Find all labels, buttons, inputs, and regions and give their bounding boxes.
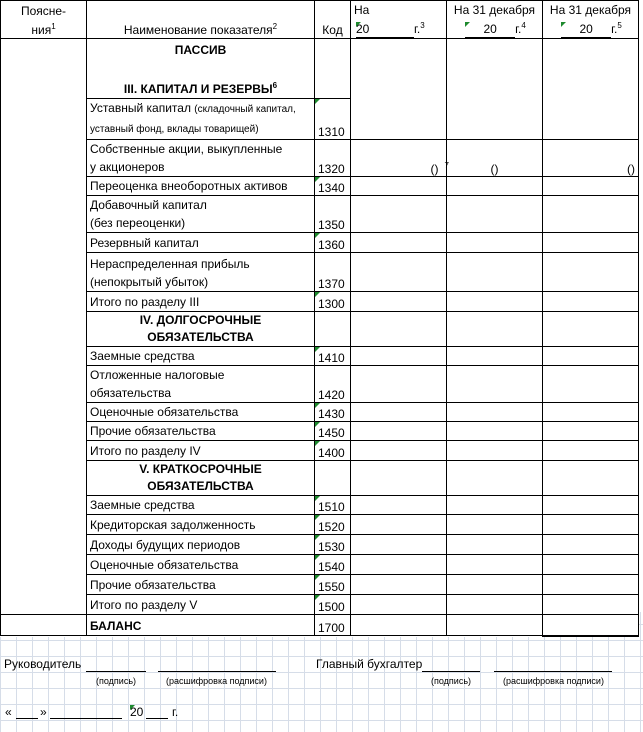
row-code: 1700 bbox=[315, 615, 351, 636]
year-line[interactable] bbox=[146, 718, 168, 719]
value-cell[interactable] bbox=[351, 39, 447, 140]
year-suffix: г. bbox=[414, 22, 421, 36]
row-code: 1400 bbox=[315, 441, 351, 461]
row-code: 1500 bbox=[315, 595, 351, 615]
value-cell[interactable] bbox=[543, 253, 639, 292]
row-label: Добавочный капитал bbox=[90, 198, 207, 212]
accountant-signature-line[interactable] bbox=[422, 671, 480, 672]
code-cell bbox=[315, 312, 351, 347]
value-cell[interactable] bbox=[543, 575, 639, 595]
table-row bbox=[1, 253, 639, 292]
year-label: 20 bbox=[579, 22, 593, 36]
value-cell[interactable] bbox=[543, 515, 639, 535]
value-cell[interactable] bbox=[543, 292, 639, 312]
row-label: (непокрытый убыток) bbox=[90, 275, 209, 289]
table-row bbox=[1, 535, 639, 555]
value-cell[interactable] bbox=[447, 253, 543, 292]
row-label: уставный фонд, вклады товарищей) bbox=[90, 124, 259, 135]
value-cell[interactable] bbox=[543, 347, 639, 366]
row-name: Оценочные обязательства bbox=[87, 403, 315, 422]
row-name: Итого по разделу IV bbox=[87, 441, 315, 461]
value-cell[interactable] bbox=[447, 422, 543, 441]
row-code: 1550 bbox=[315, 575, 351, 595]
value-cell[interactable] bbox=[543, 366, 639, 403]
row-name: Оценочные обязательства bbox=[87, 555, 315, 575]
table-row bbox=[1, 403, 639, 422]
value-cell[interactable] bbox=[351, 292, 447, 312]
header-explanations-label: Поясне- ния bbox=[20, 4, 67, 37]
value-cell[interactable] bbox=[351, 253, 447, 292]
value-cell[interactable] bbox=[543, 496, 639, 515]
row-name: Итого по разделу V bbox=[87, 595, 315, 615]
table-row bbox=[1, 366, 639, 403]
decode-caption: (расшифровка подписи) bbox=[166, 676, 267, 686]
section-row bbox=[1, 461, 639, 496]
value-cell[interactable] bbox=[543, 403, 639, 422]
footnote-mark: 7 bbox=[444, 161, 449, 170]
quote-close: » bbox=[40, 705, 47, 719]
year-suffix: г. bbox=[611, 22, 618, 36]
value-cell[interactable] bbox=[351, 535, 447, 555]
code-cell bbox=[315, 39, 351, 99]
row-name bbox=[87, 99, 315, 140]
row-label: обязательства bbox=[90, 386, 171, 400]
value-cell[interactable] bbox=[447, 441, 543, 461]
value-cell[interactable] bbox=[351, 555, 447, 575]
value-cell[interactable] bbox=[351, 496, 447, 515]
header-name bbox=[87, 1, 315, 39]
row-label: (без переоценки) bbox=[90, 216, 186, 230]
table-row bbox=[1, 292, 639, 312]
header-date-label: На bbox=[354, 3, 370, 17]
row-code: 1340 bbox=[315, 177, 351, 196]
row-label: у акционеров bbox=[90, 160, 165, 174]
row-code: 1530 bbox=[315, 535, 351, 555]
table-row bbox=[1, 595, 639, 615]
row-name: Прочие обязательства bbox=[87, 575, 315, 595]
value-cell[interactable] bbox=[543, 196, 639, 233]
value-cell[interactable] bbox=[447, 575, 543, 595]
year-input[interactable] bbox=[356, 22, 414, 38]
value-cell[interactable] bbox=[351, 177, 447, 196]
row-name bbox=[87, 140, 315, 177]
row-name: Резервный капитал bbox=[87, 233, 315, 253]
passive-heading: ПАССИВ bbox=[174, 43, 227, 57]
footnote-mark: 3 bbox=[420, 21, 425, 30]
longterm-heading: IV. ДОЛГОСРОЧНЫЕ bbox=[139, 313, 262, 327]
value-cell[interactable] bbox=[447, 177, 543, 196]
row-code: 1410 bbox=[315, 347, 351, 366]
row-code: 1350 bbox=[315, 196, 351, 233]
row-code: 1430 bbox=[315, 403, 351, 422]
year-suffix: г. bbox=[515, 22, 522, 36]
section-row bbox=[1, 312, 639, 347]
shortterm-heading: ОБЯЗАТЕЛЬСТВА bbox=[147, 479, 254, 493]
value-cell[interactable] bbox=[447, 347, 543, 366]
accountant-decode-line[interactable] bbox=[494, 671, 612, 672]
header-date-label: На 31 декабря bbox=[453, 3, 536, 17]
table-row bbox=[1, 177, 639, 196]
value-cell[interactable] bbox=[543, 312, 639, 347]
value-cell[interactable] bbox=[351, 422, 447, 441]
row-code: 1310 bbox=[315, 99, 351, 140]
year-label: 20 bbox=[130, 705, 144, 719]
value-cell[interactable] bbox=[351, 312, 447, 347]
row-name: Кредиторская задолженность bbox=[87, 515, 315, 535]
row-name: Прочие обязательства bbox=[87, 422, 315, 441]
row-label: Собственные акции, выкупленные bbox=[90, 142, 283, 156]
value-cell[interactable] bbox=[351, 140, 447, 177]
month-line[interactable] bbox=[50, 718, 122, 719]
table-row bbox=[1, 555, 639, 575]
value-cell[interactable] bbox=[351, 196, 447, 233]
footnote-mark: 2 bbox=[272, 22, 278, 31]
row-label: Отложенные налоговые bbox=[90, 368, 225, 382]
row-label: (складочный капитал, bbox=[194, 104, 296, 115]
value-cell[interactable] bbox=[447, 515, 543, 535]
table-row bbox=[1, 496, 639, 515]
value-cell[interactable] bbox=[447, 555, 543, 575]
value-cell[interactable] bbox=[543, 595, 639, 615]
row-name: Доходы будущих периодов bbox=[87, 535, 315, 555]
value-cell[interactable] bbox=[543, 535, 639, 555]
header-code: Код bbox=[315, 1, 351, 39]
value-cell[interactable] bbox=[351, 615, 447, 636]
value-cell[interactable] bbox=[351, 595, 447, 615]
footnote-mark: 6 bbox=[272, 81, 278, 90]
table-row bbox=[1, 140, 639, 177]
value-cell[interactable] bbox=[447, 403, 543, 422]
code-cell bbox=[315, 461, 351, 496]
value-cell[interactable] bbox=[543, 422, 639, 441]
row-label: Уставный капитал bbox=[90, 101, 191, 115]
section-row bbox=[1, 39, 639, 99]
sign-caption: (подпись) bbox=[96, 676, 137, 686]
row-code: 1370 bbox=[315, 253, 351, 292]
row-name bbox=[87, 253, 315, 292]
row-name bbox=[87, 196, 315, 233]
value-cell[interactable] bbox=[351, 403, 447, 422]
row-code: 1510 bbox=[315, 496, 351, 515]
explanation-cell[interactable] bbox=[1, 615, 87, 636]
quote-open: « bbox=[5, 705, 12, 719]
value-cell[interactable] bbox=[351, 233, 447, 253]
value-cell[interactable] bbox=[351, 515, 447, 535]
head-label: Руководитель bbox=[4, 657, 82, 671]
head-signature-line[interactable] bbox=[86, 671, 146, 672]
paren-mark: () bbox=[430, 162, 439, 176]
header-date-label: На 31 декабря bbox=[549, 3, 632, 17]
value-cell[interactable] bbox=[543, 615, 639, 636]
value-cell[interactable] bbox=[447, 461, 543, 496]
row-name: Итого по разделу III bbox=[87, 292, 315, 312]
row-code: 1520 bbox=[315, 515, 351, 535]
value-cell[interactable] bbox=[447, 496, 543, 515]
table-row bbox=[1, 575, 639, 595]
value-cell[interactable]: () bbox=[543, 140, 639, 177]
footnote-mark: 5 bbox=[617, 21, 622, 30]
table-row bbox=[1, 515, 639, 535]
section-heading bbox=[87, 312, 315, 347]
section-heading bbox=[87, 39, 315, 99]
longterm-heading: ОБЯЗАТЕЛЬСТВА bbox=[147, 330, 254, 344]
row-code: 1300 bbox=[315, 292, 351, 312]
value-cell[interactable] bbox=[543, 39, 639, 140]
value-cell[interactable] bbox=[447, 39, 543, 140]
table-row bbox=[1, 196, 639, 233]
table-row bbox=[1, 347, 639, 366]
value-cell[interactable] bbox=[447, 535, 543, 555]
capital-heading: III. КАПИТАЛ И РЕЗЕРВЫ bbox=[123, 82, 273, 96]
row-label: Нераспределенная прибыль bbox=[90, 257, 250, 271]
header-date-current bbox=[351, 1, 447, 39]
value-cell[interactable] bbox=[543, 461, 639, 496]
value-cell[interactable] bbox=[351, 441, 447, 461]
section-heading bbox=[87, 461, 315, 496]
year-input[interactable] bbox=[561, 22, 611, 38]
value-cell[interactable] bbox=[543, 233, 639, 253]
value-cell[interactable] bbox=[543, 555, 639, 575]
value-cell[interactable] bbox=[351, 575, 447, 595]
value-cell[interactable] bbox=[447, 292, 543, 312]
header-date-prev2 bbox=[543, 1, 639, 39]
header-explanations bbox=[1, 1, 87, 39]
value-cell[interactable] bbox=[351, 347, 447, 366]
day-line[interactable] bbox=[16, 718, 38, 719]
table-row bbox=[1, 441, 639, 461]
value-cell[interactable] bbox=[447, 595, 543, 615]
row-name: Переоценка внеоборотных активов bbox=[87, 177, 315, 196]
value-cell[interactable] bbox=[351, 366, 447, 403]
value-cell[interactable] bbox=[543, 177, 639, 196]
head-decode-line[interactable] bbox=[158, 671, 276, 672]
table-row bbox=[1, 233, 639, 253]
year-input[interactable] bbox=[465, 22, 515, 38]
value-cell[interactable] bbox=[351, 461, 447, 496]
row-code: 1320 bbox=[315, 140, 351, 177]
footnote-mark: 4 bbox=[521, 21, 526, 30]
decode-caption: (расшифровка подписи) bbox=[503, 676, 604, 686]
value-cell[interactable]: () bbox=[447, 140, 543, 177]
footnote-mark: 1 bbox=[51, 22, 56, 31]
value-cell[interactable] bbox=[447, 196, 543, 233]
row-code: 1540 bbox=[315, 555, 351, 575]
value-cell[interactable] bbox=[447, 615, 543, 636]
value-cell[interactable] bbox=[447, 366, 543, 403]
table-row bbox=[1, 422, 639, 441]
row-code: 1450 bbox=[315, 422, 351, 441]
sign-caption: (подпись) bbox=[431, 676, 472, 686]
accountant-label: Главный бухгалтер bbox=[316, 657, 423, 671]
shortterm-heading: V. КРАТКОСРОЧНЫЕ bbox=[139, 462, 262, 476]
explanation-cell[interactable] bbox=[1, 39, 87, 615]
header-name-label: Наименование показателя bbox=[123, 23, 273, 37]
value-cell[interactable] bbox=[447, 312, 543, 347]
row-name: Заемные средства bbox=[87, 496, 315, 515]
table-row bbox=[1, 615, 639, 636]
row-code: 1420 bbox=[315, 366, 351, 403]
year-label: 20 bbox=[356, 22, 370, 36]
header-date-prev bbox=[447, 1, 543, 39]
row-name: БАЛАНС bbox=[87, 615, 315, 636]
row-code: 1360 bbox=[315, 233, 351, 253]
year-suffix: г. bbox=[172, 705, 179, 719]
row-name bbox=[87, 366, 315, 403]
value-cell[interactable] bbox=[447, 233, 543, 253]
value-cell[interactable] bbox=[543, 441, 639, 461]
row-name: Заемные средства bbox=[87, 347, 315, 366]
year-label: 20 bbox=[483, 22, 497, 36]
